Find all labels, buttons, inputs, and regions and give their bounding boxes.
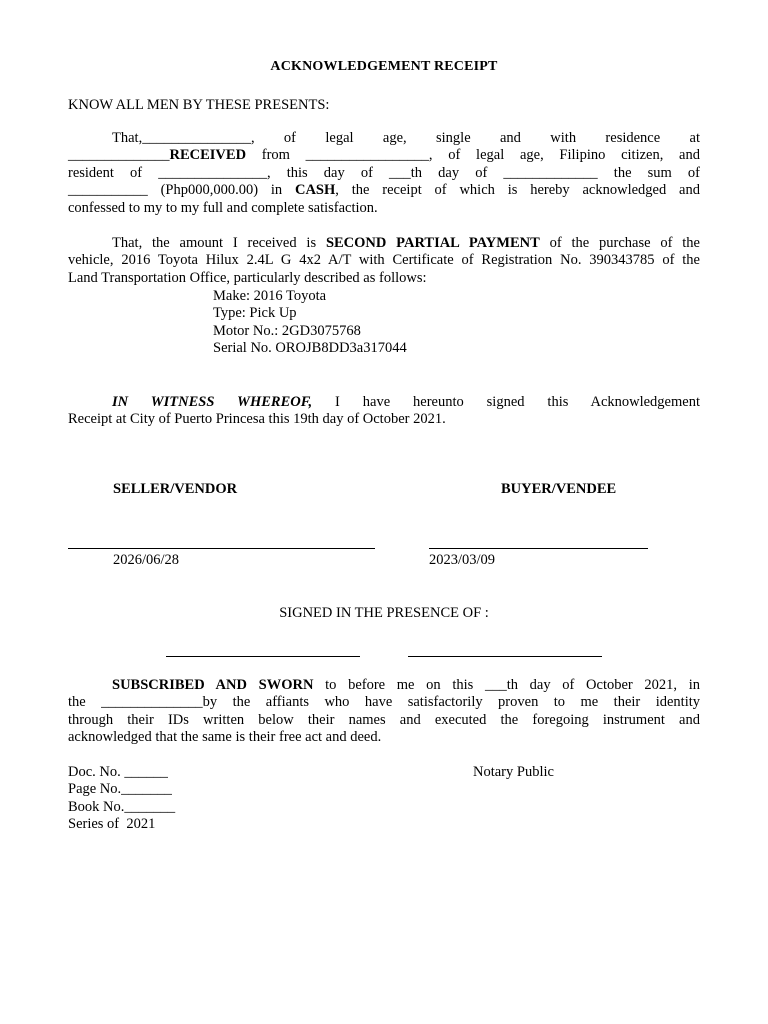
received-word: RECEIVED xyxy=(169,147,247,164)
jurat-line-4: acknowledged that the same is their free act and deed. xyxy=(68,729,382,746)
vehicle-serial-no: Serial No. OROJB8DD3a317044 xyxy=(213,340,407,356)
payment-paragraph xyxy=(68,235,700,287)
witness-2-signature-line xyxy=(408,656,602,657)
seller-signature-line xyxy=(68,548,375,549)
seller-label: SELLER/VENDOR xyxy=(113,481,238,497)
payment-line-2: vehicle, 2016 Toyota Hilux 2.4L G 4x2 A/T with Certificate of Registration No. 390343785 of the xyxy=(68,252,700,269)
jurat-line-3: through their IDs written below their names and executed the foregoing instrument and xyxy=(68,711,700,728)
buyer-date: 2023/03/09 xyxy=(429,552,496,568)
doc-no: Doc. No. ______ xyxy=(68,764,168,780)
document-title: ACKNOWLEDGEMENT RECEIPT xyxy=(270,59,498,74)
signed-presence-label: SIGNED IN THE PRESENCE OF : xyxy=(279,605,489,621)
receipt-paragraph xyxy=(68,130,700,217)
notary-public-label: Notary Public xyxy=(473,764,554,780)
witness-paragraph xyxy=(68,394,700,429)
in-witness-whereof: IN WITNESS WHEREOF, xyxy=(112,394,313,410)
book-no: Book No._______ xyxy=(68,799,176,815)
buyer-label: BUYER/VENDEE xyxy=(501,481,617,497)
jurat-line-1: SUBSCRIBED AND SWORN to before me on this ___th day of October 2021, in xyxy=(112,677,700,693)
jurat-line-2: the ______________by the affiants who have satisfactorily proven to me their identity xyxy=(68,694,700,711)
buyer-signature-line xyxy=(429,548,648,549)
receipt-line-3: resident of _______________, this day of ___th day of _____________ the sum of xyxy=(68,164,700,181)
vehicle-make: Make: 2016 Toyota xyxy=(213,288,327,304)
series-of: Series of 2021 xyxy=(68,816,156,832)
payment-line-1: That, the amount I received is SECOND PARTIAL PAYMENT of the purchase of the xyxy=(112,235,700,251)
witness-1-signature-line xyxy=(166,656,360,657)
opening-line: KNOW ALL MEN BY THESE PRESENTS: xyxy=(68,97,330,113)
page-no: Page No._______ xyxy=(68,781,172,797)
receipt-line-5: confessed to my to my full and complete satisfaction. xyxy=(68,199,378,216)
seller-date: 2026/06/28 xyxy=(113,552,180,568)
payment-line-3: Land Transportation Office, particularly described as follows: xyxy=(68,269,427,286)
cash-word: CASH xyxy=(294,182,336,199)
jurat-paragraph xyxy=(68,677,700,747)
receipt-line-4: ___________ (Php000,000.00) in CASH, the receipt of which is hereby acknowledged and xyxy=(68,182,700,199)
subscribed-and-sworn: SUBSCRIBED AND SWORN xyxy=(112,677,314,693)
receipt-line-1: That,_______________, of legal age, single and with residence at xyxy=(112,130,700,146)
second-partial-payment: SECOND PARTIAL PAYMENT xyxy=(325,235,540,251)
vehicle-motor-no: Motor No.: 2GD3075768 xyxy=(213,323,361,339)
witness-line-1: IN WITNESS WHEREOF, I have hereunto signed this Acknowledgement xyxy=(112,394,700,410)
vehicle-type: Type: Pick Up xyxy=(213,305,297,321)
receipt-line-2: ______________RECEIVED from _________________, of legal age, Filipino citizen, and xyxy=(68,147,700,164)
witness-line-2: Receipt at City of Puerto Princesa this 19th day of October 2021. xyxy=(68,411,446,428)
